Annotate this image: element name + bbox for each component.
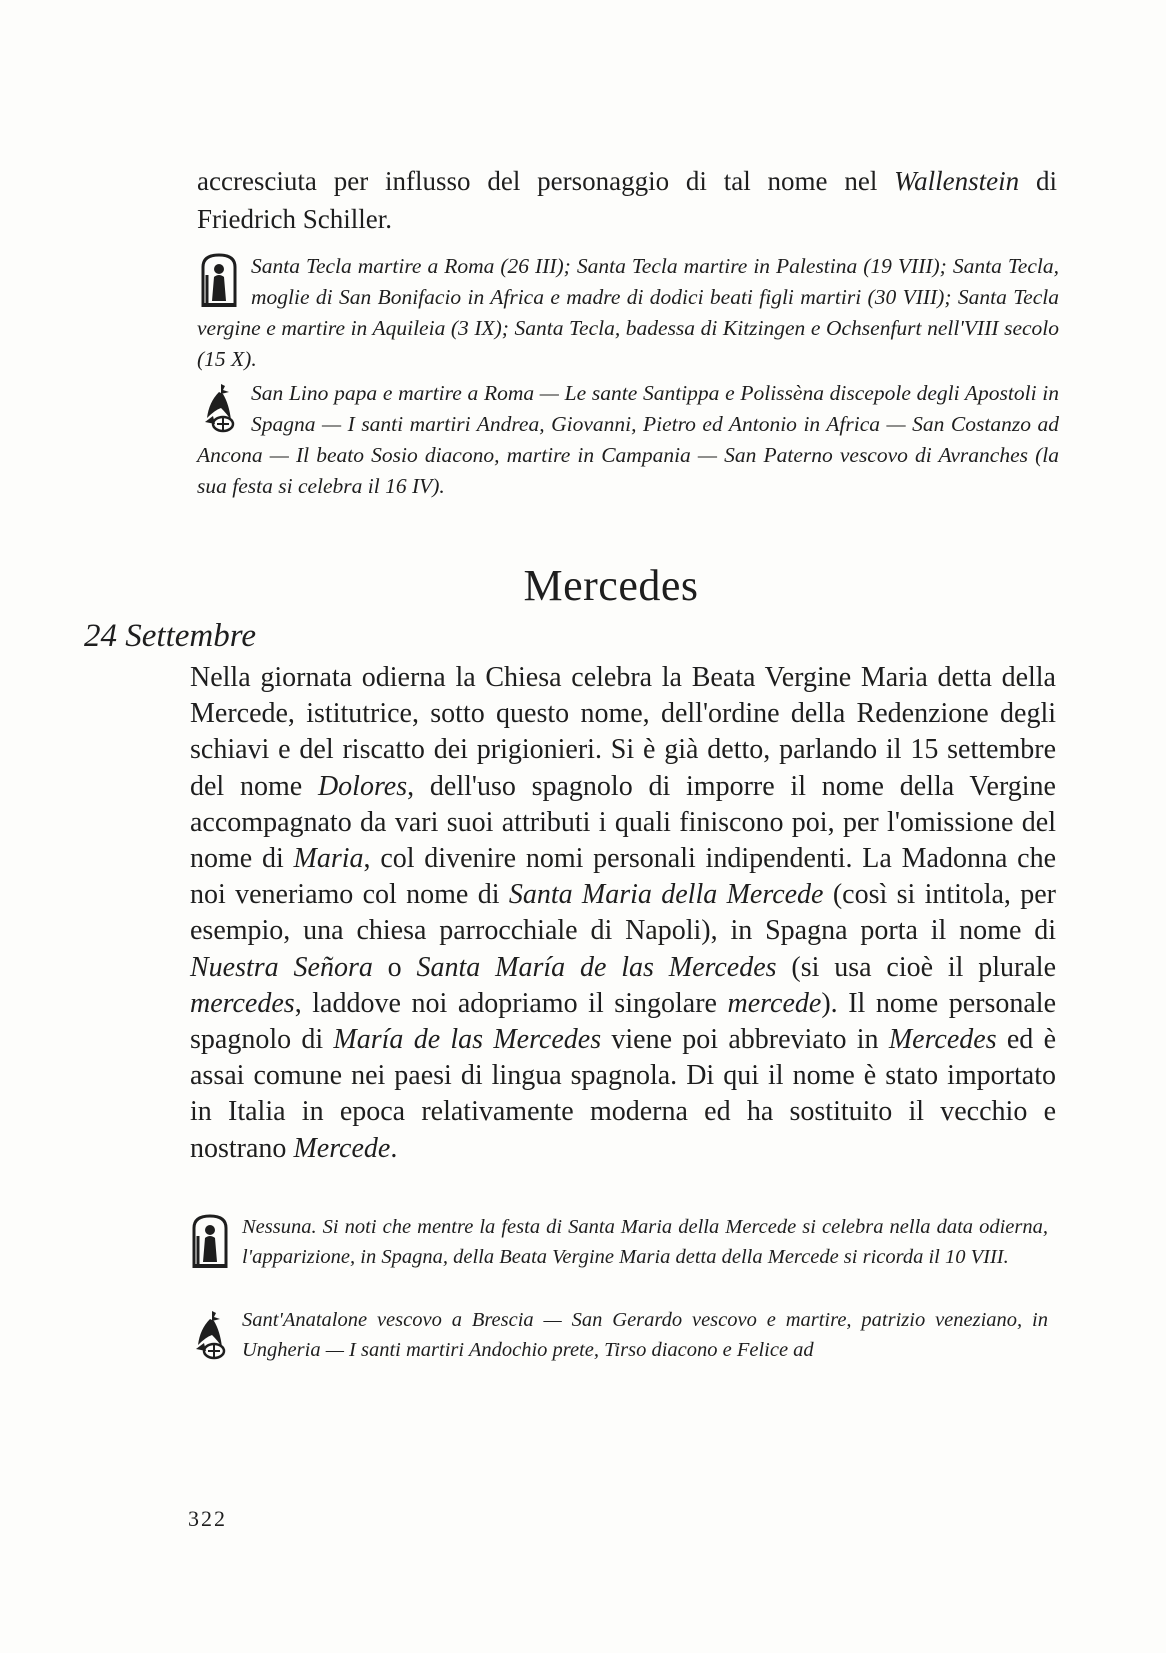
saints-of-day-note bbox=[188, 1305, 1048, 1365]
body-text: ed è assai comune nei paesi di lingua spagnola. Di qui il nome è stato importato in Italia in epoca relativamente moderna ed ha sostituito il vecchio e nostrano bbox=[190, 1024, 1056, 1164]
body-text: , col divenire nomi personali indipendenti. La Madonna che noi veneriamo col nome di bbox=[190, 843, 1056, 911]
body-italic: mercede bbox=[727, 987, 822, 1019]
female-saints-note-text: Nessuna. Si noti che mentre la festa di Santa Maria della Mercede si celebra nella data odierna, l'apparizione, in Spagna, della Beata Vergine Maria detta della Mercede si ricorda il 10 VIII. bbox=[242, 1216, 1048, 1268]
body-italic: Santa Maria della Mercede bbox=[508, 879, 824, 911]
female-saints-note bbox=[197, 251, 1059, 375]
saints-of-day-note-text: Sant'Anatalone vescovo a Brescia — San Gerardo vescovo e martire, patrizio veneziano, in Ungheria — I santi martiri Andochio prete, Tirso diacono e Felice ad bbox=[242, 1309, 1048, 1361]
saints-of-day-note bbox=[197, 378, 1059, 502]
main-paragraph bbox=[190, 660, 1056, 1167]
female-saints-note bbox=[188, 1212, 1048, 1272]
body-italic: Santa María de las Mercedes bbox=[416, 951, 777, 983]
body-italic: Mercedes bbox=[888, 1024, 997, 1056]
saints-of-day-note-text: San Lino papa e martire a Roma — Le sante Santippa e Polissèna discepole degli Apostoli in Spagna — I santi martiri Andrea, Giovanni, Pietro ed Antonio in Africa — San Costanzo ad Ancona — Il beato Sosio diacono, martire in Campania — San Paterno vescovo di Avranches (la sua festa si celebra il 16 IV). bbox=[197, 381, 1059, 498]
date-label: 24 Settembre bbox=[84, 618, 256, 654]
body-text: , dell'uso spagnolo di imporre il nome della Vergine accompagnato da vari suoi attributi i quali finiscono poi, per l'omissione del nome di bbox=[190, 770, 1056, 875]
page-number: 322 bbox=[188, 1506, 227, 1531]
body-italic: María de las Mercedes bbox=[333, 1024, 602, 1056]
body-text: , laddove noi adopriamo il singolare bbox=[294, 987, 728, 1019]
continuation-italic: Wallenstein bbox=[894, 166, 1020, 196]
body-text: ). Il nome personale spagnolo di bbox=[190, 987, 1056, 1056]
saint-figure-icon bbox=[197, 253, 241, 309]
eagle-icon bbox=[188, 1307, 232, 1363]
body-text: . bbox=[390, 1132, 398, 1164]
saint-figure-icon bbox=[188, 1214, 232, 1270]
body-italic: mercedes bbox=[190, 987, 295, 1019]
body-italic: Mercede bbox=[293, 1132, 391, 1164]
section-title-text: Mercedes bbox=[523, 561, 699, 610]
body-italic: Dolores bbox=[317, 770, 408, 802]
body-text: viene poi abbreviato in bbox=[601, 1024, 889, 1056]
body-text: (così si intitola, per esempio, una chiesa parrocchiale di Napoli), in Spagna porta il nome di bbox=[190, 879, 1056, 947]
body-italic: Maria bbox=[293, 843, 364, 875]
continuation-text-2: di Friedrich Schiller. bbox=[197, 166, 1057, 234]
body-text: (si usa cioè il plurale bbox=[776, 951, 1057, 983]
continuation-text-1: accresciuta per influsso del personaggio di tal nome nel bbox=[197, 166, 895, 196]
body-italic: Nuestra Señora bbox=[190, 951, 373, 983]
continuation-paragraph bbox=[197, 162, 1057, 238]
female-saints-note-text: Santa Tecla martire a Roma (26 III); Santa Tecla martire in Palestina (19 VIII); Santa Tecla, moglie di San Bonifacio in Africa e madre di dodici beati figli martiri (30 VIII); Santa Tecla vergine e martire in Aquileia (3 IX); Santa Tecla, badessa di Kitzingen e Ochsenfurt nell'VIII secolo (15 X). bbox=[197, 254, 1059, 371]
eagle-icon bbox=[197, 380, 241, 436]
section-title bbox=[0, 560, 1166, 611]
body-text: Nella giornata odierna la Chiesa celebra la Beata Vergine Maria detta della Mercede, istitutrice, sotto questo nome, dell'ordine della Redenzione degli schiavi e del riscatto dei prigionieri. Si è già detto, parlando il 15 settembre del nome bbox=[190, 662, 1056, 802]
body-text: o bbox=[372, 951, 417, 983]
